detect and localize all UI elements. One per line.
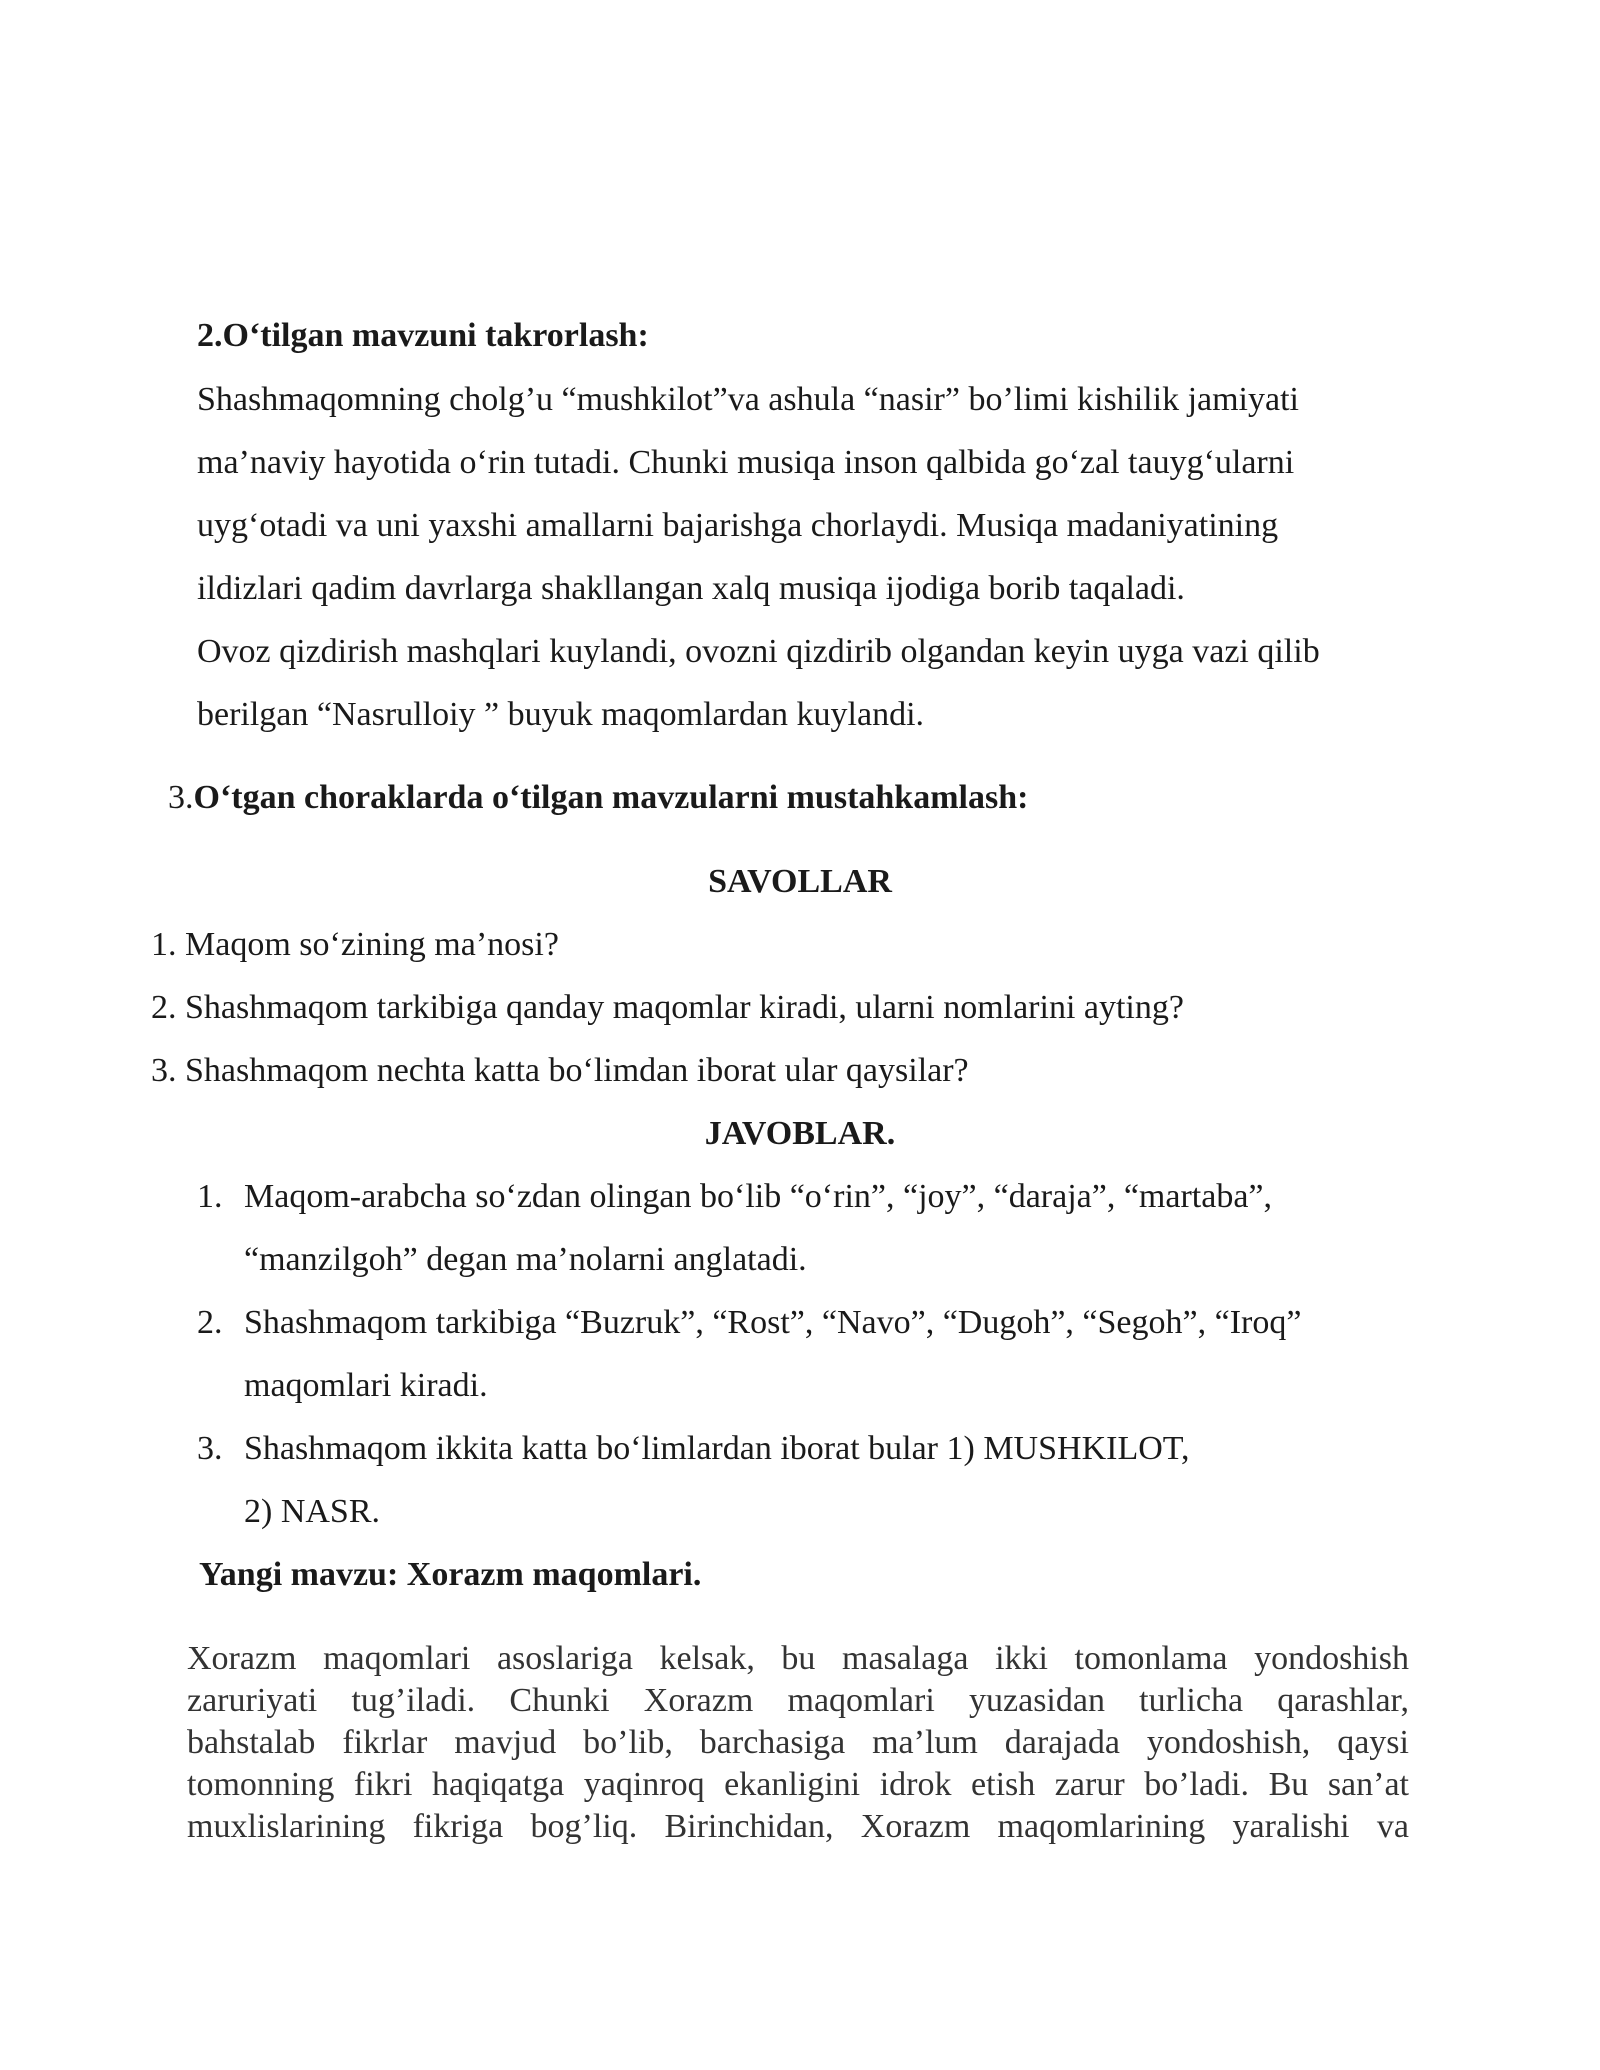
paragraph-line-3: bahstalab fikrlar mavjud bo’lib, barchasiga ma’lum darajada yondoshish, qaysi — [187, 1724, 1409, 1761]
answer-2-number: 2. — [197, 1304, 223, 1341]
section-2-line-3: uyg‘otadi va uni yaxshi amallarni bajarishga chorlaydi. Musiqa madaniyatining — [197, 507, 1279, 544]
answer-1-line-2: “manzilgoh” degan ma’nolarni anglatadi. — [244, 1241, 807, 1278]
section-2-line-5: Ovoz qizdirish mashqlari kuylandi, ovozni qizdirib olgandan keyin uyga vazi qilib — [197, 633, 1320, 670]
section-2-line-6: berilgan “Nasrulloiy ” buyuk maqomlardan kuylandi. — [197, 696, 925, 733]
paragraph-line-5: muxlislarining fikriga bog’liq. Birinchidan, Xorazm maqomlarining yaralishi va — [187, 1808, 1409, 1845]
answer-2-line-1: Shashmaqom tarkibiga “Buzruk”, “Rost”, “Navo”, “Dugoh”, “Segoh”, “Iroq” — [244, 1304, 1302, 1341]
answer-1-line-1: Maqom-arabcha so‘zdan olingan bo‘lib “o‘rin”, “joy”, “daraja”, “martaba”, — [244, 1178, 1273, 1215]
question-item-3: 3. Shashmaqom nechta katta bo‘limdan iborat ular qaysilar? — [151, 1052, 969, 1089]
paragraph-line-1: Xorazm maqomlari asoslariga kelsak, bu masalaga ikki tomonlama yondoshish — [187, 1640, 1409, 1677]
new-topic-heading: Yangi mavzu: Xorazm maqomlari. — [199, 1556, 702, 1593]
new-topic-paragraph — [187, 1638, 1409, 1848]
paragraph-line-4: tomonning fikri haqiqatga yaqinroq ekanligini idrok etish zarur bo’ladi. Bu san’at — [187, 1766, 1409, 1803]
answer-3-line-1: Shashmaqom ikkita katta bo‘limlardan iborat bular 1) MUSHKILOT, — [244, 1430, 1190, 1467]
paragraph-line-2: zaruriyati tug’iladi. Chunki Xorazm maqomlari yuzasidan turlicha qarashlar, — [187, 1682, 1409, 1719]
question-item-1: 1. Maqom so‘zining ma’nosi? — [151, 926, 559, 963]
section-2-line-2: ma’naviy hayotida o‘rin tutadi. Chunki musiqa inson qalbida go‘zal tauyg‘ularni — [197, 444, 1295, 481]
section-2-line-1: Shashmaqomning cholg’u “mushkilot”va ashula “nasir” bo’limi kishilik jamiyati — [197, 381, 1299, 418]
section-2-heading: 2.O‘tilgan mavzuni takrorlash: — [197, 317, 649, 354]
section-2-line-4: ildizlari qadim davrlarga shakllangan xalq musiqa ijodiga borib taqaladi. — [197, 570, 1185, 607]
section-3-number: 3. — [168, 779, 194, 816]
questions-title: SAVOLLAR — [708, 863, 892, 900]
answer-1-number: 1. — [197, 1178, 223, 1215]
section-3-heading — [168, 778, 1028, 818]
section-3-title: O‘tgan choraklarda o‘tilgan mavzularni mustahkamlash: — [193, 779, 1029, 816]
answer-2-line-2: maqomlari kiradi. — [244, 1367, 488, 1404]
answer-3-line-2: 2) NASR. — [244, 1493, 381, 1530]
answer-3-number: 3. — [197, 1430, 223, 1467]
question-item-2: 2. Shashmaqom tarkibiga qanday maqomlar kiradi, ularni nomlarini ayting? — [151, 989, 1184, 1026]
answers-title: JAVOBLAR. — [704, 1115, 896, 1152]
